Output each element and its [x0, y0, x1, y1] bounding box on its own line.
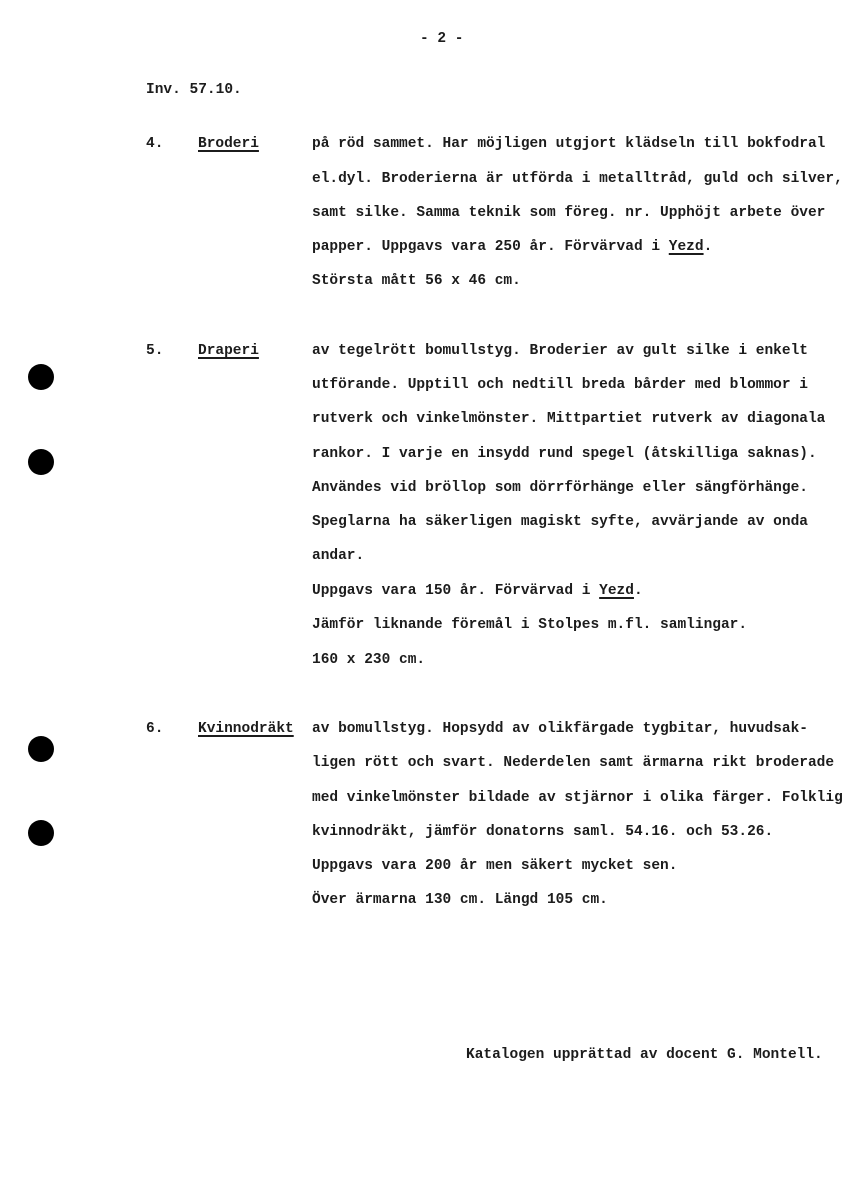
- line-text: Uppgavs vara 150 år. Förvärvad i: [312, 583, 600, 599]
- entry-line: rankor. I varje en insydd rund spegel (åtskilliga saknas).: [312, 446, 817, 462]
- entry-title: Broderi: [198, 136, 259, 152]
- entry-line: på röd sammet. Har möjligen utgjort klädseln till bokfodral: [312, 136, 826, 152]
- entry-line: rutverk och vinkelmönster. Mittpartiet rutverk av diagonala: [312, 411, 826, 427]
- entry-line: ligen rött och svart. Nederdelen samt ärmarna rikt broderade: [312, 755, 835, 771]
- punch-hole: [28, 736, 54, 762]
- inventory-number: Inv. 57.10.: [146, 82, 242, 98]
- entry-line: samt silke. Samma teknik som föreg. nr. Upphöjt arbete över: [312, 205, 826, 221]
- punch-hole: [28, 820, 54, 846]
- entry-title: Draperi: [198, 343, 259, 359]
- entry-line: Användes vid bröllop som dörrförhänge eller sängförhänge.: [312, 480, 808, 496]
- entry-number: 4.: [146, 136, 164, 152]
- entry-line: andar.: [312, 548, 365, 564]
- entry-line: utförande. Upptill och nedtill breda bårder med blommor i: [312, 377, 808, 393]
- entry-title: Kvinnodräkt: [198, 721, 294, 737]
- entry-line: med vinkelmönster bildade av stjärnor i olika färger. Folklig: [312, 790, 843, 806]
- place-name: Yezd: [599, 583, 634, 599]
- signature-line: Katalogen upprättad av docent G. Montell.: [466, 1047, 823, 1063]
- entry-line: Jämför liknande föremål i Stolpes m.fl. samlingar.: [312, 617, 748, 633]
- entry-line: Över ärmarna 130 cm. Längd 105 cm.: [312, 892, 608, 908]
- entry-line: 160 x 230 cm.: [312, 652, 426, 668]
- entry-line: av tegelrött bomullstyg. Broderier av gult silke i enkelt: [312, 343, 808, 359]
- line-text: papper. Uppgavs vara 250 år. Förvärvad i: [312, 239, 669, 255]
- place-name: Yezd: [668, 239, 704, 255]
- punch-hole: [28, 364, 54, 390]
- page-number: - 2 -: [420, 31, 464, 47]
- entry-line: [312, 238, 712, 256]
- entry-line: Speglarna ha säkerligen magiskt syfte, avvärjande av onda: [312, 514, 808, 530]
- line-end: .: [633, 583, 643, 599]
- entry-line: Största mått 56 x 46 cm.: [312, 273, 521, 289]
- line-end: .: [703, 239, 713, 255]
- entry-line: Uppgavs vara 200 år men säkert mycket sen.: [312, 858, 678, 874]
- entry-line: kvinnodräkt, jämför donatorns saml. 54.16. och 53.26.: [312, 824, 774, 840]
- punch-hole: [28, 449, 54, 475]
- entry-line: [312, 582, 643, 600]
- entry-line: el.dyl. Broderierna är utförda i metalltråd, guld och silver,: [312, 171, 843, 187]
- entry-line: av bomullstyg. Hopsydd av olikfärgade tygbitar, huvudsak-: [312, 721, 808, 737]
- entry-number: 5.: [146, 343, 164, 359]
- entry-number: 6.: [146, 721, 164, 737]
